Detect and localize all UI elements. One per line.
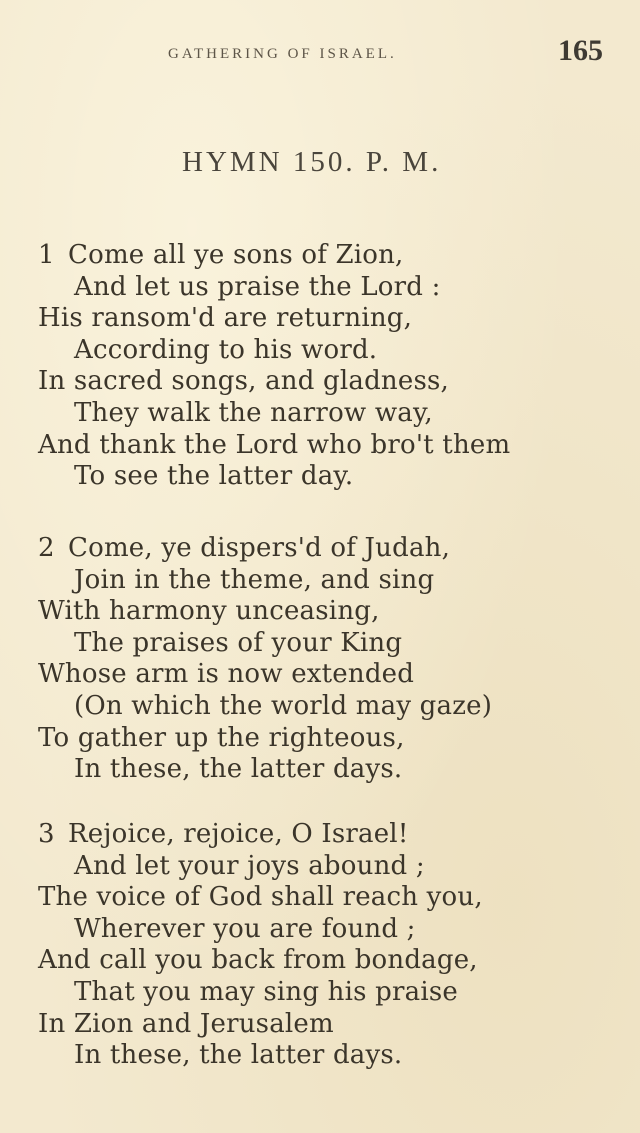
verse-line: In these, the latter days. (74, 754, 403, 785)
verse-line: 2 Come, ye dispers'd of Judah, (38, 533, 451, 563)
verse-line: In Zion and Jerusalem (38, 1008, 334, 1039)
verse-line: Wherever you are found ; (74, 913, 416, 944)
verse-line: (On which the world may gaze) (74, 690, 493, 721)
verse-3 (38, 819, 483, 1072)
verse-line: That you may sing his praise (74, 976, 458, 1007)
verse-line: And thank the Lord who bro't them (38, 429, 511, 460)
verse-line: With harmony unceasing, (38, 596, 380, 627)
verse-line: And call you back from bondage, (38, 945, 478, 976)
verse-line: They walk the narrow way, (74, 397, 433, 428)
hymn-title: HYMN 150. P. M. (182, 146, 442, 178)
running-head: GATHERING OF ISRAEL. (168, 46, 397, 62)
verse-line: In these, the latter days. (74, 1040, 403, 1071)
verse-line: His ransom'd are returning, (38, 303, 413, 334)
verse-line: To see the latter day. (74, 461, 354, 492)
verse-line: The voice of God shall reach you, (38, 882, 483, 913)
verse-line: According to his word. (74, 334, 378, 365)
verse-number: 3 (38, 819, 55, 849)
verse-line: Whose arm is now extended (38, 659, 415, 690)
verse-line: In sacred songs, and gladness, (38, 366, 450, 397)
verse-line: The praises of your King (74, 627, 403, 658)
verse-1 (38, 240, 510, 493)
page-number: 165 (558, 34, 603, 67)
verse-2 (38, 533, 492, 786)
verse-line: And let your joys abound ; (74, 850, 425, 881)
verse-line: 3 Rejoice, rejoice, O Israel! (38, 819, 409, 849)
verse-line: 1 Come all ye sons of Zion, (38, 240, 404, 270)
verse-line: Join in the theme, and sing (74, 564, 435, 595)
verse-line: And let us praise the Lord : (74, 271, 441, 302)
verse-number: 2 (38, 533, 55, 563)
verse-line: To gather up the righteous, (38, 722, 405, 753)
verse-number: 1 (38, 240, 55, 270)
